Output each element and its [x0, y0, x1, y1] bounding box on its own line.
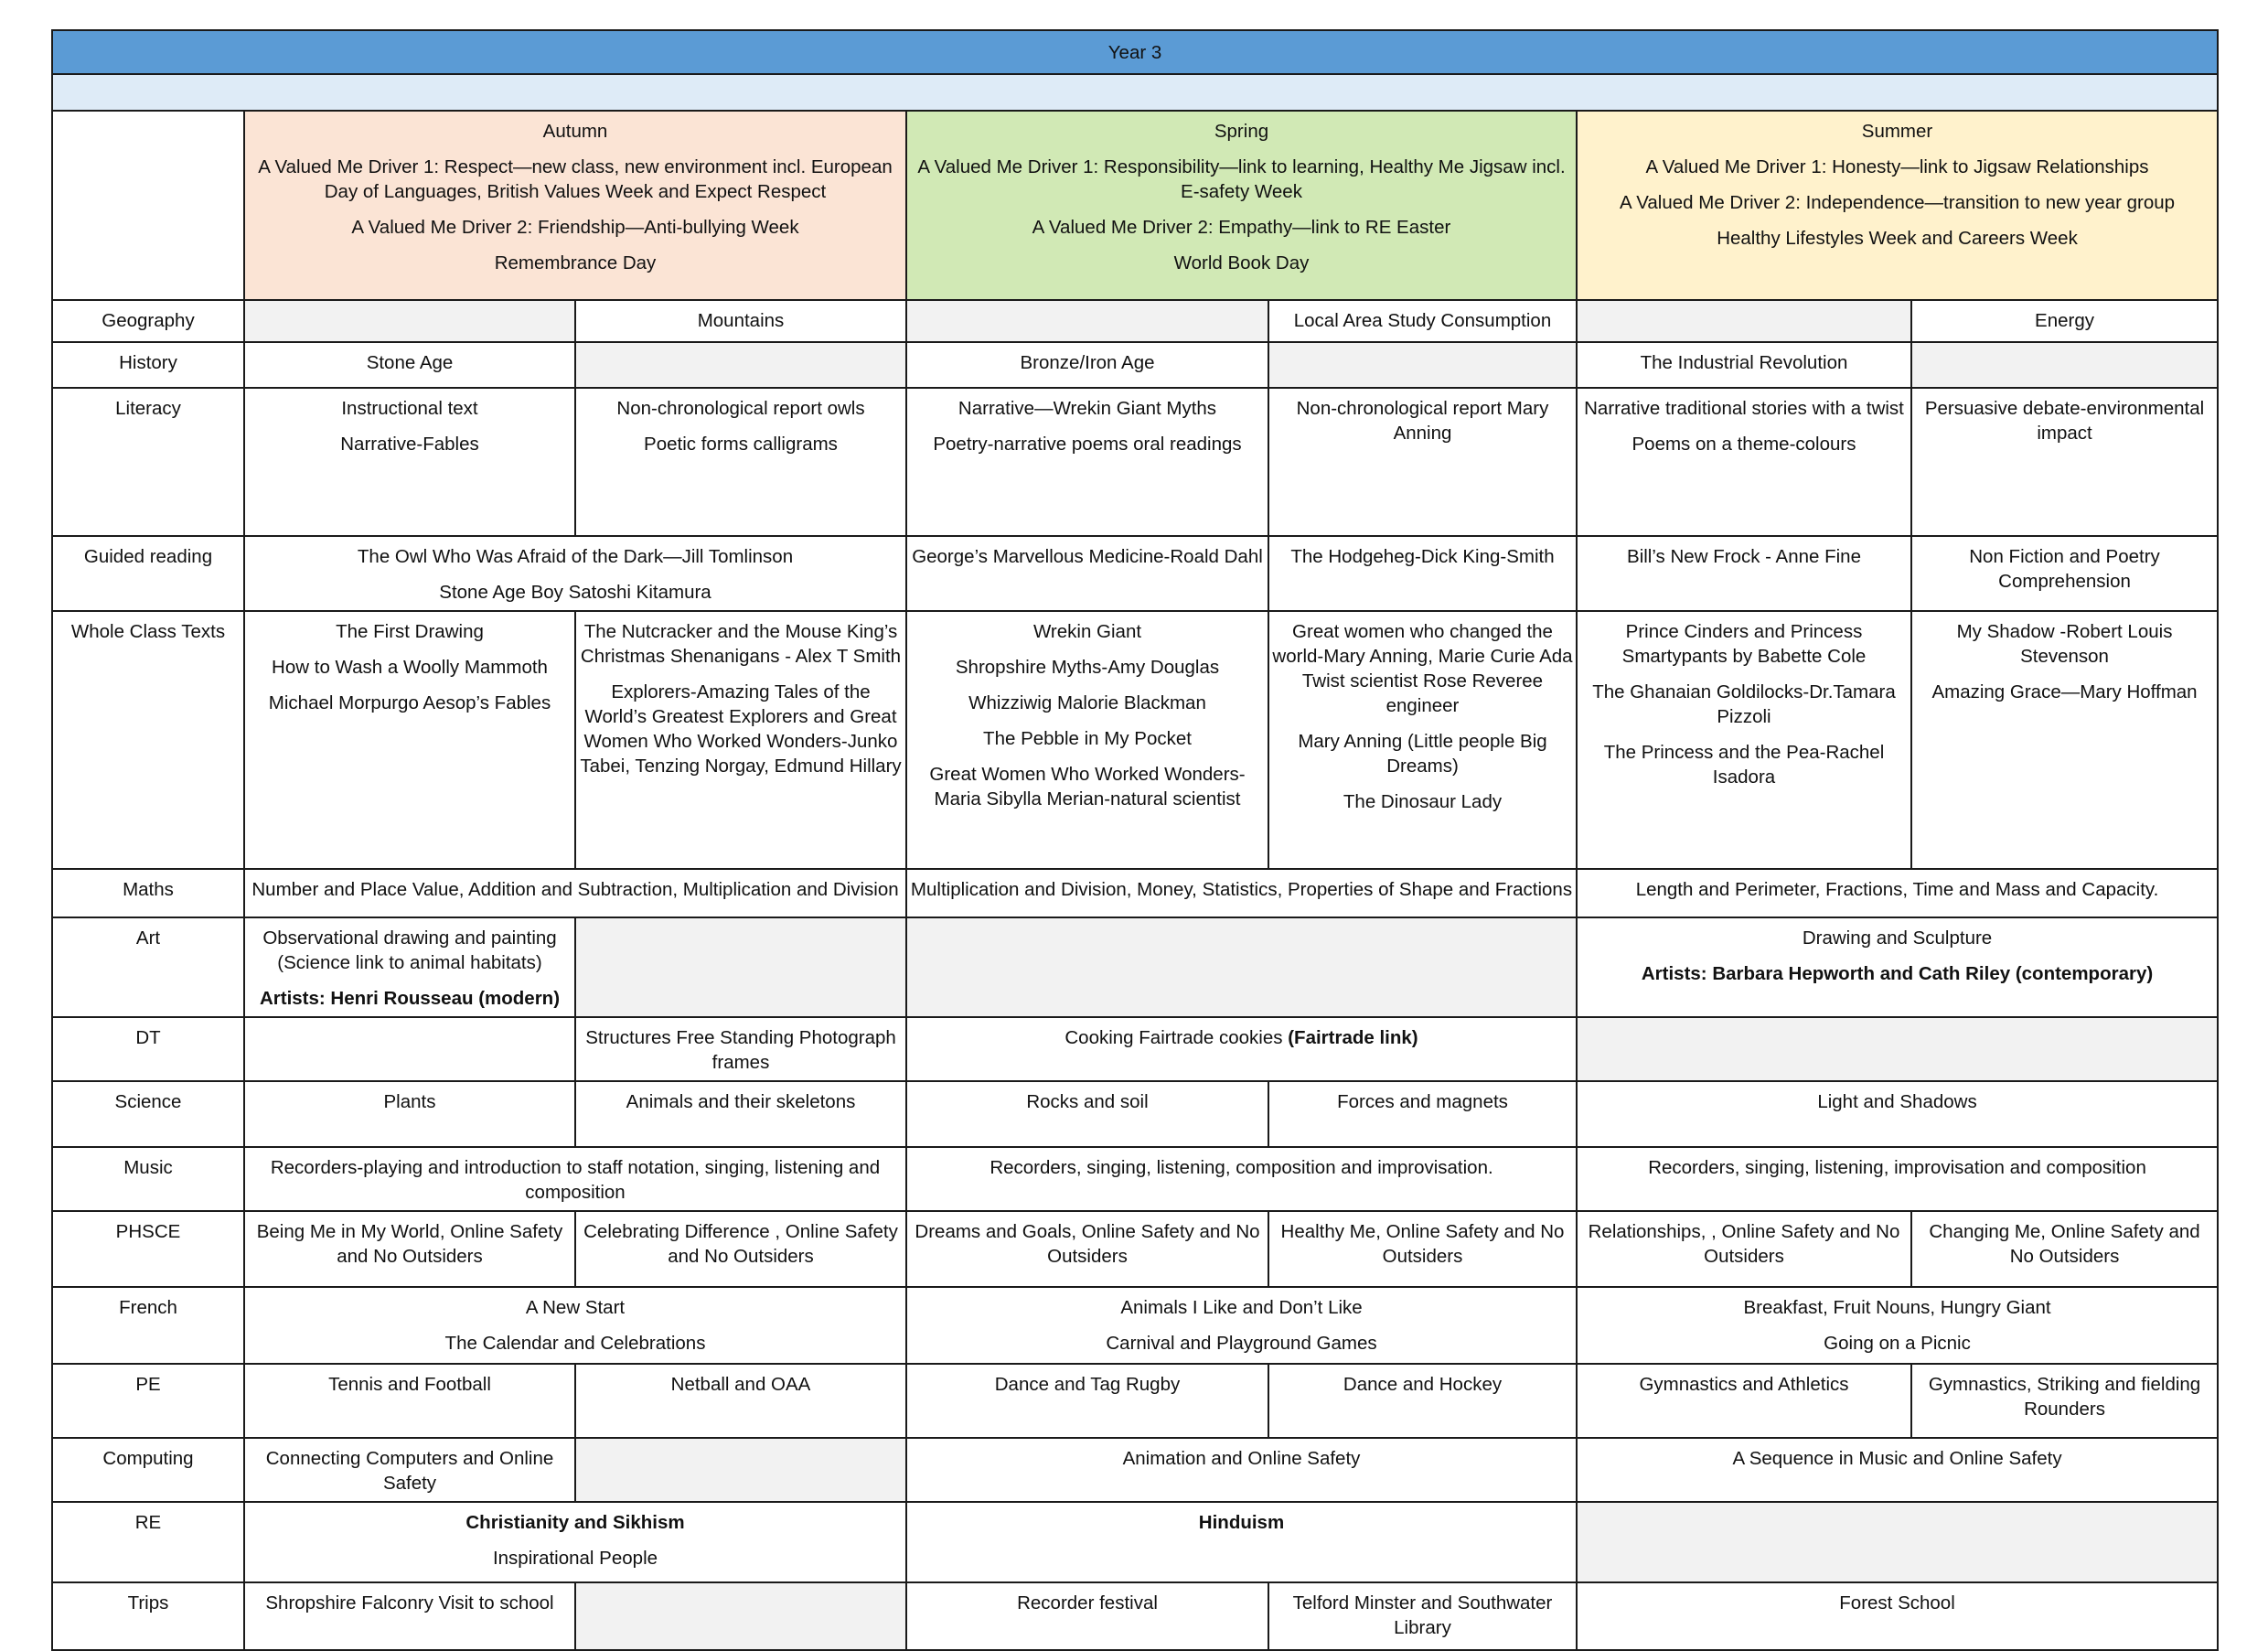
- cell: Recorder festival: [906, 1582, 1268, 1650]
- term-driver-2: A Valued Me Driver 2: Independence—transition to new year group: [1620, 192, 2176, 213]
- cell: Dreams and Goals, Online Safety and No Outsiders: [906, 1211, 1268, 1287]
- cell: Local Area Study Consumption: [1268, 300, 1577, 342]
- cell: Recorders-playing and introduction to staff notation, singing, listening and composition: [244, 1147, 906, 1211]
- cell-line: A New Start: [525, 1297, 626, 1318]
- empty-cell: [1911, 342, 2218, 388]
- subject-label: Trips: [52, 1582, 244, 1650]
- table-row: [52, 1211, 2218, 1287]
- cell: [906, 1017, 1577, 1081]
- subject-label: Maths: [52, 869, 244, 917]
- cell-line: Narrative-Fables: [340, 434, 479, 455]
- cell: [244, 611, 575, 869]
- cell: Animals and their skeletons: [575, 1081, 906, 1147]
- table-row: [52, 1364, 2218, 1438]
- cell: Non-chronological report Mary Anning: [1268, 388, 1577, 536]
- year3-curriculum-table: [51, 29, 2219, 1651]
- term-event: Healthy Lifestyles Week and Careers Week: [1717, 228, 2078, 249]
- cell-line: The Dinosaur Lady: [1343, 791, 1503, 812]
- table-row: [52, 611, 2218, 869]
- cell: [906, 388, 1268, 536]
- cell-line: Breakfast, Fruit Nouns, Hungry Giant: [1743, 1297, 2051, 1318]
- cell-line: Inspirational People: [492, 1548, 658, 1569]
- cell: Healthy Me, Online Safety and No Outsiders: [1268, 1211, 1577, 1287]
- empty-corner-cell: [52, 111, 244, 300]
- empty-cell: [575, 1582, 906, 1650]
- cell: [575, 388, 906, 536]
- empty-cell: [1577, 300, 1911, 342]
- subject-label: Whole Class Texts: [52, 611, 244, 869]
- cell-line: Great Women Who Worked Wonders-Maria Sibylla Merian-natural scientist: [929, 764, 1246, 809]
- cell-line: The First Drawing: [336, 621, 484, 642]
- cell-line: Observational drawing and painting (Science link to animal habitats): [262, 927, 557, 973]
- term-event: Remembrance Day: [494, 252, 657, 273]
- cell: Bronze/Iron Age: [906, 342, 1268, 388]
- empty-cell: [906, 300, 1268, 342]
- empty-cell: [1268, 342, 1577, 388]
- cell: [575, 611, 906, 869]
- table-row: [52, 1147, 2218, 1211]
- cell-line: Mary Anning (Little people Big Dreams): [1298, 731, 1547, 777]
- cell: Plants: [244, 1081, 575, 1147]
- table-row: [52, 300, 2218, 342]
- table-row: [52, 1287, 2218, 1364]
- cell-line: Narrative traditional stories with a twist: [1584, 398, 1904, 419]
- subject-label: Science: [52, 1081, 244, 1147]
- term-event: World Book Day: [1173, 252, 1310, 273]
- table-row: [52, 917, 2218, 1017]
- table-row: [52, 388, 2218, 536]
- cell: Forces and magnets: [1268, 1081, 1577, 1147]
- artists-line: Artists: Henri Rousseau (modern): [259, 988, 561, 1009]
- cell-line: Shropshire Myths-Amy Douglas: [955, 657, 1220, 678]
- cell: [244, 1502, 906, 1582]
- cell-line: How to Wash a Woolly Mammoth: [272, 657, 548, 678]
- cell: Recorders, singing, listening, improvisation and composition: [1577, 1147, 2218, 1211]
- cell-line: My Shadow -Robert Louis Stevenson: [1956, 621, 2173, 667]
- cell: [906, 1502, 1577, 1582]
- cell-bold-text: (Fairtrade link): [1288, 1027, 1418, 1048]
- term-name: Autumn: [542, 121, 608, 142]
- summer-term-header: [1577, 111, 2218, 300]
- cell-line: Great women who changed the world-Mary Anning, Marie Curie Ada Twist scientist Rose Reveree engineer: [1272, 621, 1573, 716]
- empty-cell: [244, 300, 575, 342]
- term-driver-1: A Valued Me Driver 1: Responsibility—link to learning, Healthy Me Jigsaw incl. E-safety Week: [917, 156, 1566, 202]
- cell: Multiplication and Division, Money, Statistics, Properties of Shape and Fractions: [906, 869, 1577, 917]
- subject-label: Music: [52, 1147, 244, 1211]
- cell-line: Prince Cinders and Princess Smartypants by Babette Cole: [1621, 621, 1867, 667]
- cell: [1911, 611, 2218, 869]
- cell-line: Whizziwig Malorie Blackman: [968, 692, 1206, 713]
- cell-line: Instructional text: [341, 398, 478, 419]
- cell: Tennis and Football: [244, 1364, 575, 1438]
- empty-cell: [575, 1438, 906, 1502]
- cell: Recorders, singing, listening, composition and improvisation.: [906, 1147, 1577, 1211]
- cell: [1268, 611, 1577, 869]
- cell-line: The Nutcracker and the Mouse King’s Christmas Shenanigans - Alex T Smith: [580, 621, 902, 667]
- cell: Celebrating Difference , Online Safety and No Outsiders: [575, 1211, 906, 1287]
- cell-line: The Princess and the Pea-Rachel Isadora: [1603, 742, 1885, 788]
- cell: Length and Perimeter, Fractions, Time and Mass and Capacity.: [1577, 869, 2218, 917]
- cell: Changing Me, Online Safety and No Outsiders: [1911, 1211, 2218, 1287]
- cell-text: Cooking Fairtrade cookies: [1064, 1027, 1283, 1048]
- cell: [906, 1287, 1577, 1364]
- cell: Mountains: [575, 300, 906, 342]
- subject-label: Literacy: [52, 388, 244, 536]
- table-row: [52, 1438, 2218, 1502]
- cell: Non Fiction and Poetry Comprehension: [1911, 536, 2218, 611]
- subject-label: History: [52, 342, 244, 388]
- subject-label: Geography: [52, 300, 244, 342]
- cell-bold-line: Christianity and Sikhism: [465, 1512, 685, 1533]
- cell-line: Wrekin Giant: [1032, 621, 1142, 642]
- cell: [244, 917, 575, 1017]
- cell: [1577, 1287, 2218, 1364]
- empty-cell: [1577, 1502, 2218, 1582]
- cell: [906, 611, 1268, 869]
- cell-line: Poems on a theme-colours: [1631, 434, 1856, 455]
- cell-line: Explorers-Amazing Tales of the World’s Greatest Explorers and Great Women Who Worked Wonders-Junko Tabei, Tenzing Norgay, Edmund Hillary: [580, 681, 902, 777]
- cell: [1577, 388, 1911, 536]
- spring-term-header: [906, 111, 1577, 300]
- term-driver-2: A Valued Me Driver 2: Friendship—Anti-bullying Week: [351, 217, 799, 238]
- table-row: [52, 869, 2218, 917]
- cell-line: Michael Morpurgo Aesop’s Fables: [268, 692, 551, 713]
- table-row: [52, 1502, 2218, 1582]
- cell-line: Non-chronological report owls: [616, 398, 865, 419]
- cell: Dance and Tag Rugby: [906, 1364, 1268, 1438]
- term-driver-1: A Valued Me Driver 1: Honesty—link to Jigsaw Relationships: [1645, 156, 2149, 177]
- subject-label: Guided reading: [52, 536, 244, 611]
- cell: Persuasive debate-environmental impact: [1911, 388, 2218, 536]
- cell: Shropshire Falconry Visit to school: [244, 1582, 575, 1650]
- subject-label: French: [52, 1287, 244, 1364]
- cell: Netball and OAA: [575, 1364, 906, 1438]
- cell-bold-line: Hinduism: [1198, 1512, 1285, 1533]
- cell-line: The Owl Who Was Afraid of the Dark—Jill Tomlinson: [357, 546, 794, 567]
- cell: Animation and Online Safety: [906, 1438, 1577, 1502]
- table-row: [52, 342, 2218, 388]
- term-name: Summer: [1861, 121, 1933, 142]
- empty-cell: [575, 917, 906, 1017]
- cell: Telford Minster and Southwater Library: [1268, 1582, 1577, 1650]
- cell: Stone Age: [244, 342, 575, 388]
- cell: Being Me in My World, Online Safety and No Outsiders: [244, 1211, 575, 1287]
- cell-line: Animals I Like and Don’t Like: [1120, 1297, 1363, 1318]
- cell-line: Stone Age Boy Satoshi Kitamura: [439, 582, 711, 603]
- cell-line: The Pebble in My Pocket: [983, 728, 1192, 749]
- cell-line: The Ghanaian Goldilocks-Dr.Tamara Pizzoli: [1592, 681, 1896, 727]
- cell: Light and Shadows: [1577, 1081, 2218, 1147]
- cell: The Hodgeheg-Dick King-Smith: [1268, 536, 1577, 611]
- cell: Structures Free Standing Photograph frames: [575, 1017, 906, 1081]
- page-title: Year 3: [52, 30, 2218, 74]
- cell: Energy: [1911, 300, 2218, 342]
- cell: The Industrial Revolution: [1577, 342, 1911, 388]
- cell-line: Poetry-narrative poems oral readings: [933, 434, 1242, 455]
- subject-label: Art: [52, 917, 244, 1017]
- cell: Forest School: [1577, 1582, 2218, 1650]
- subject-label: DT: [52, 1017, 244, 1081]
- cell-line: Narrative—Wrekin Giant Myths: [957, 398, 1217, 419]
- table-row: [52, 1017, 2218, 1081]
- cell-line: Carnival and Playground Games: [1106, 1333, 1377, 1354]
- artists-line: Artists: Barbara Hepworth and Cath Riley (contemporary): [1641, 963, 2154, 984]
- cell-line: Poetic forms calligrams: [644, 434, 838, 455]
- subject-label: PE: [52, 1364, 244, 1438]
- subject-label: RE: [52, 1502, 244, 1582]
- cell: Dance and Hockey: [1268, 1364, 1577, 1438]
- subject-label: PHSCE: [52, 1211, 244, 1287]
- cell-line: Drawing and Sculpture: [1802, 927, 1993, 949]
- cell: Gymnastics, Striking and fielding Rounders: [1911, 1364, 2218, 1438]
- term-name: Spring: [1214, 121, 1269, 142]
- subject-label: Computing: [52, 1438, 244, 1502]
- cell: Bill’s New Frock - Anne Fine: [1577, 536, 1911, 611]
- table-row: [52, 536, 2218, 611]
- table-row: [52, 1081, 2218, 1147]
- term-driver-1: A Valued Me Driver 1: Respect—new class, new environment incl. European Day of Languages, British Values Week and Expect Respect: [258, 156, 893, 202]
- cell: Gymnastics and Athletics: [1577, 1364, 1911, 1438]
- empty-cell: [906, 917, 1577, 1017]
- cell: George’s Marvellous Medicine-Roald Dahl: [906, 536, 1268, 611]
- cell-line: Going on a Picnic: [1824, 1333, 1971, 1354]
- subtitle-band: [52, 74, 2218, 111]
- cell: Relationships, , Online Safety and No Outsiders: [1577, 1211, 1911, 1287]
- empty-cell: [575, 342, 906, 388]
- cell: [244, 1287, 906, 1364]
- table-row: [52, 1582, 2218, 1650]
- empty-cell: [1577, 1017, 2218, 1081]
- cell: [1577, 611, 1911, 869]
- cell-line: The Calendar and Celebrations: [444, 1333, 706, 1354]
- empty-cell: [244, 1017, 575, 1081]
- autumn-term-header: [244, 111, 906, 300]
- cell: Rocks and soil: [906, 1081, 1268, 1147]
- cell: [244, 536, 906, 611]
- cell: [244, 388, 575, 536]
- term-driver-2: A Valued Me Driver 2: Empathy—link to RE Easter: [1032, 217, 1451, 238]
- cell: Connecting Computers and Online Safety: [244, 1438, 575, 1502]
- cell: A Sequence in Music and Online Safety: [1577, 1438, 2218, 1502]
- cell: Number and Place Value, Addition and Subtraction, Multiplication and Division: [244, 869, 906, 917]
- cell: [1577, 917, 2218, 1017]
- cell-line: Amazing Grace—Mary Hoffman: [1931, 681, 2198, 702]
